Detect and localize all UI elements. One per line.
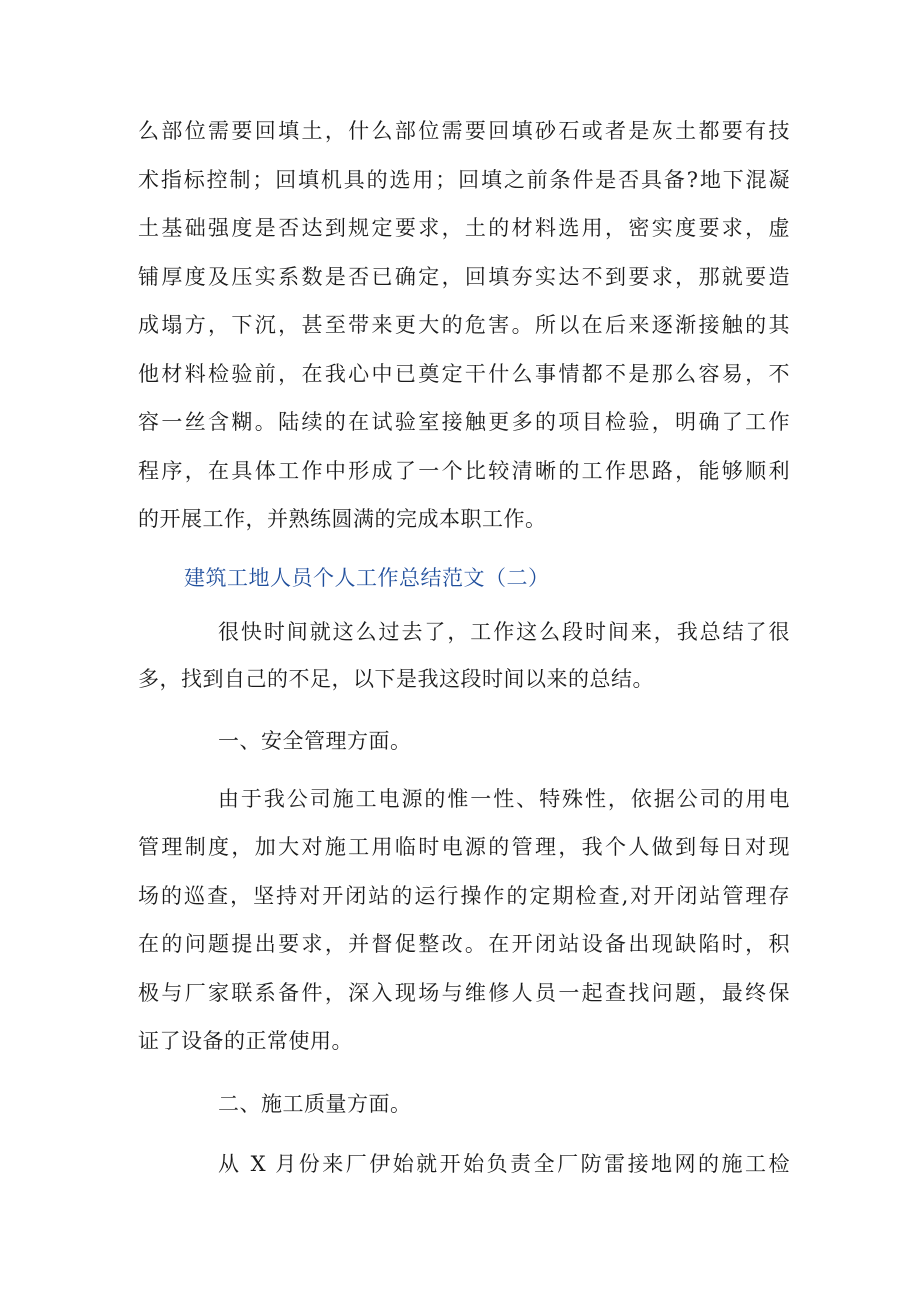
paragraph-3-line-3: 场的巡查，坚持对开闭站的运行操作的定期检查,对开闭站管理存 — [138, 884, 790, 908]
paragraph-1-line-2: 术指标控制；回填机具的选用；回填之前条件是否具备?地下混凝 — [138, 168, 790, 192]
section-heading: 建筑工地人员个人工作总结范文（二） — [184, 566, 550, 590]
paragraph-2-line-1: 很快时间就这么过去了，工作这么段时间来，我总结了很 — [218, 620, 790, 644]
paragraph-1-line-9: 的开展工作，并熟练圆满的完成本职工作。 — [138, 507, 547, 531]
section-1-title: 一、安全管理方面。 — [218, 729, 412, 753]
paragraph-3-line-1: 由于我公司施工电源的惟一性、特殊性，依据公司的用电 — [218, 787, 790, 811]
paragraph-1-line-7: 容一丝含糊。陆续的在试验室接触更多的项目检验，明确了工作 — [138, 410, 790, 434]
paragraph-1-line-6: 他材料检验前，在我心中已奠定干什么事情都不是那么容易，不 — [138, 362, 790, 386]
paragraph-1-line-1: 么部位需要回填土，什么部位需要回填砂石或者是灰土都要有技 — [138, 119, 790, 143]
paragraph-1-line-4: 铺厚度及压实系数是否已确定，回填夯实达不到要求，那就要造 — [138, 265, 790, 289]
paragraph-1-line-8: 程序，在具体工作中形成了一个比较清晰的工作思路，能够顺利 — [138, 459, 790, 483]
paragraph-3-line-4: 在的问题提出要求，并督促整改。在开闭站设备出现缺陷时，积 — [138, 932, 790, 956]
paragraph-3-line-5: 极与厂家联系备件，深入现场与维修人员一起查找问题，最终保 — [138, 981, 790, 1005]
paragraph-1-line-3: 土基础强度是否达到规定要求，土的材料选用，密实度要求，虚 — [138, 216, 790, 240]
section-2-title: 二、施工质量方面。 — [218, 1092, 412, 1116]
paragraph-4-line-1: 从 X 月份来厂伊始就开始负责全厂防雷接地网的施工检 — [218, 1152, 790, 1176]
paragraph-3-line-2: 管理制度，加大对施工用临时电源的管理，我个人做到每日对现 — [138, 835, 790, 859]
paragraph-1-line-5: 成塌方，下沉，甚至带来更大的危害。所以在后来逐渐接触的其 — [138, 313, 790, 337]
paragraph-2-line-2: 多，找到自己的不足，以下是我这段时间以来的总结。 — [138, 667, 654, 691]
paragraph-3-line-6: 证了设备的正常使用。 — [138, 1029, 353, 1053]
